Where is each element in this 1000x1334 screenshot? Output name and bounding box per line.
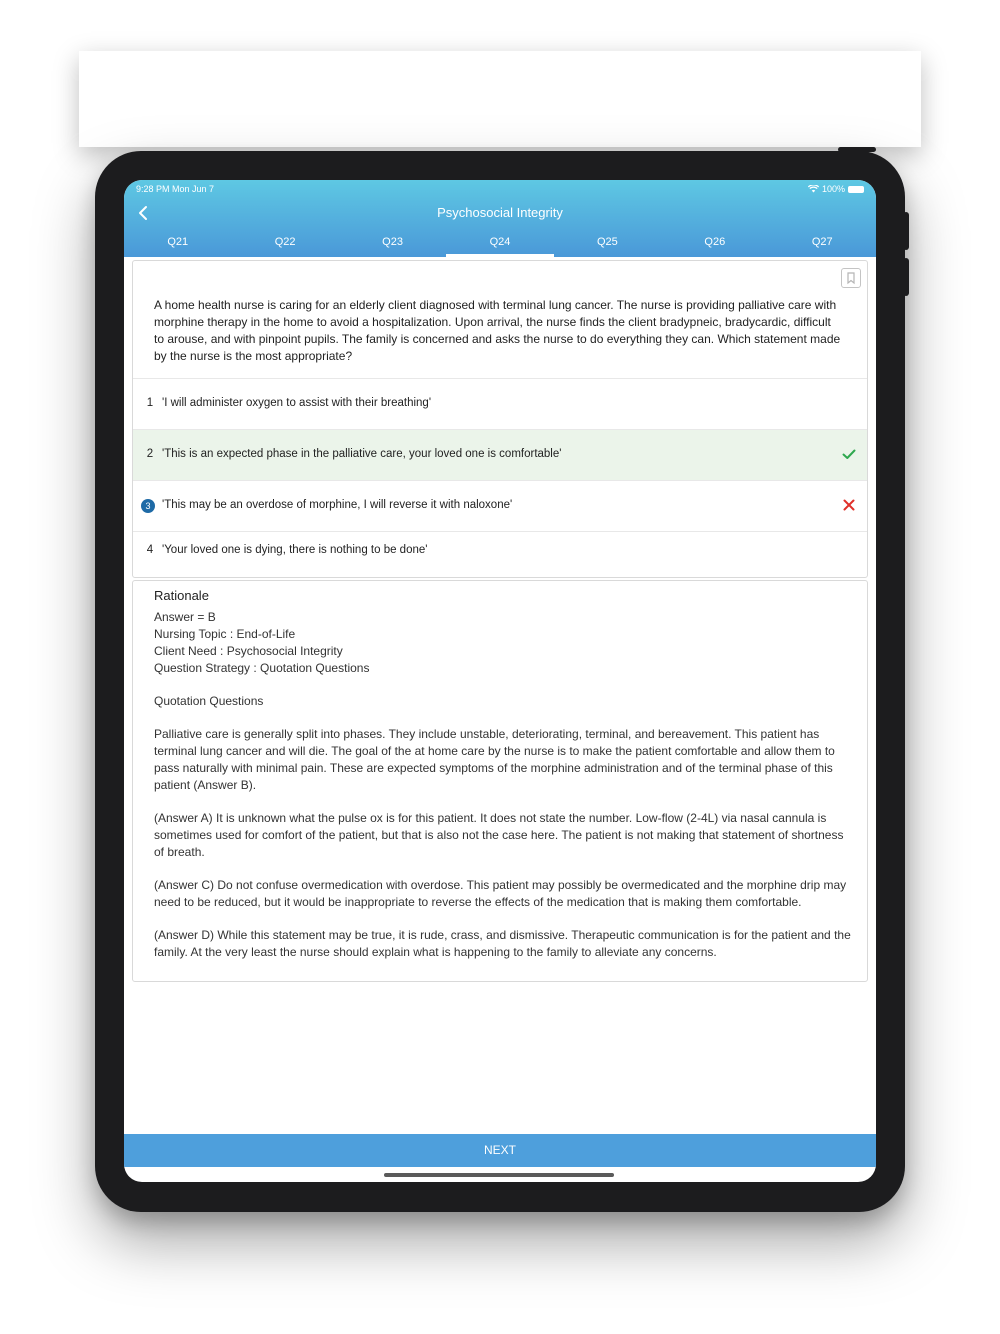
answer-option-3[interactable] — [133, 480, 867, 531]
bookmark-button[interactable] — [841, 268, 861, 288]
tab-q25[interactable]: Q25 — [597, 236, 618, 248]
question-card — [132, 260, 868, 578]
rationale-answer: Answer = B — [154, 610, 216, 624]
next-button[interactable]: NEXT — [124, 1134, 876, 1167]
check-icon — [841, 446, 857, 462]
answer-option-4[interactable] — [133, 531, 867, 575]
page-title: Psychosocial Integrity — [437, 205, 563, 220]
option-text: 'I will administer oxygen to assist with their breathing' — [162, 397, 432, 409]
rationale-card — [132, 580, 868, 982]
option-number: 2 — [146, 448, 154, 460]
rationale-strategy-title: Quotation Questions — [154, 694, 264, 708]
tab-q23[interactable]: Q23 — [382, 236, 403, 248]
tab-q21[interactable]: Q21 — [167, 236, 189, 248]
tab-q22[interactable]: Q22 — [274, 236, 296, 248]
answer-options — [133, 378, 867, 575]
volume-down-button — [903, 258, 909, 296]
home-indicator — [384, 1173, 614, 1177]
bookmark-icon — [842, 269, 860, 287]
close-icon — [841, 497, 857, 513]
rationale-paragraph-2: (Answer A) It is unknown what the pulse ox is for this patient. It does not state the number. Low-flow (2-4L) via nasal cannula is sometimes used for comfort of the patient, but that is also not the case here. The patient is not making that statement of shortness of breath. — [154, 811, 844, 859]
rationale-heading: Rationale — [154, 588, 209, 603]
tab-q27[interactable]: Q27 — [811, 236, 833, 248]
option-text: 'Your loved one is dying, there is nothing to be done' — [162, 544, 428, 556]
option-number: 4 — [146, 544, 154, 556]
rationale-paragraph-3: (Answer C) Do not confuse overmedication with overdose. This patient may possibly be overmedicated and the morphine drip may need to be reduced, but it would be inappropriate to reverse the effects of the medication that is making them comfortable. — [154, 878, 847, 909]
rationale-strategy: Question Strategy : Quotation Questions — [154, 661, 370, 675]
battery-icon — [848, 186, 864, 193]
tab-q24[interactable]: Q24 — [446, 234, 553, 257]
answer-option-1[interactable] — [133, 378, 867, 429]
answer-option-2[interactable] — [133, 429, 867, 480]
status-time: 9:28 PM Mon Jun 7 — [136, 184, 215, 194]
app-header — [124, 180, 876, 257]
battery-percent: 100% — [821, 184, 845, 194]
rationale-paragraph-4: (Answer D) While this statement may be true, it is rude, crass, and dismissive. Therapeutic communication is for the patient and the family. At the very least the nurse should explain what is happening to the family to alleviate any concerns. — [154, 928, 851, 959]
tab-q26[interactable]: Q26 — [704, 236, 726, 248]
option-number: 1 — [146, 397, 154, 409]
top-banner — [79, 51, 921, 147]
rationale-paragraph-1: Palliative care is generally split into phases. They include unstable, deteriorating, terminal, and bereavement. This patient has terminal lung cancer and will die. The goal of the at home care by the nurse is to make the patient comfortable and allow them to pass naturally with minimal pain. These are expected symptoms of the morphine administration and of the terminal phase of this patient (Answer B). — [154, 727, 835, 792]
app-screen — [124, 180, 876, 1182]
rationale-body — [154, 609, 854, 961]
wifi-icon — [808, 185, 819, 193]
status-bar-right — [808, 184, 864, 194]
option-text: 'This may be an overdose of morphine, I will reverse it with naloxone' — [162, 499, 513, 511]
rationale-topic: Nursing Topic : End-of-Life — [154, 627, 296, 641]
question-tabs — [124, 234, 876, 257]
option-text: 'This is an expected phase in the palliative care, your loved one is comfortable' — [162, 448, 562, 460]
top-button — [838, 147, 876, 152]
question-text: A home health nurse is caring for an elderly client diagnosed with terminal lung cancer. The nurse is providing palliative care with morphine therapy in the home to avoid a hospitalization. Upon arrival, the nurse finds the client bradypneic, bradycardic, difficult to arouse, and with pinpoint pupils. The family is concerned and asks the nurse to do everything they can. Which statement made by the nurse is the most appropriate? — [154, 298, 841, 363]
volume-up-button — [903, 212, 909, 250]
selected-option-number: 3 — [141, 499, 155, 513]
rationale-client-need: Client Need : Psychosocial Integrity — [154, 644, 343, 658]
